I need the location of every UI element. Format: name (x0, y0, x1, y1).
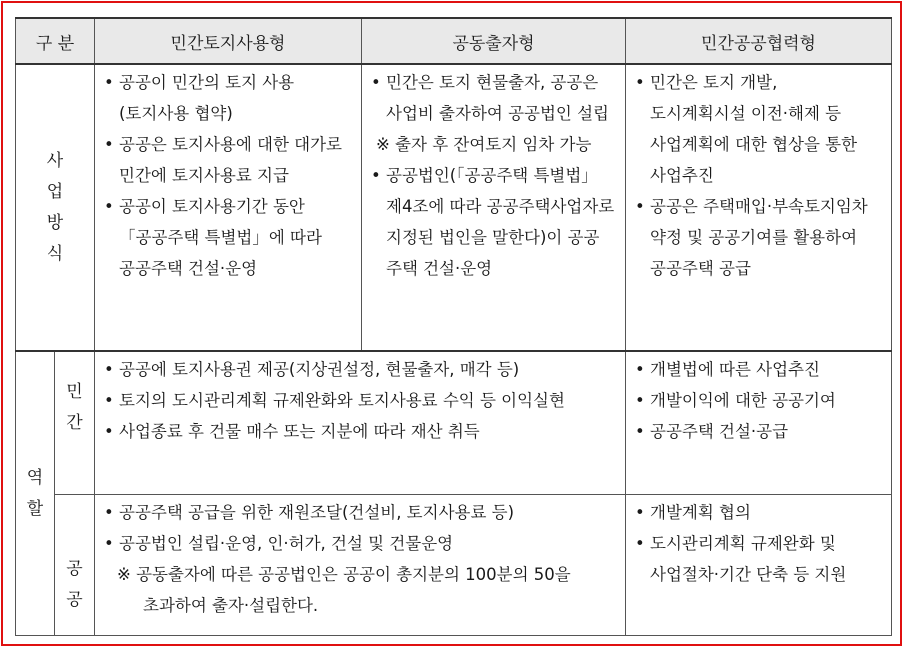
list-item: 주택 건설·운영 (386, 259, 493, 278)
list-item: • 공공은 토지사용에 대한 대가로 (104, 135, 342, 154)
list-item: 약정 및 공공기여를 활용하여 (650, 228, 858, 247)
list-item: 「공공주택 특별법」에 따라 (119, 228, 322, 247)
public-role-col12 (95, 495, 626, 636)
role-public-row (16, 495, 892, 636)
list-item: • 개발이익에 대한 공공기여 (635, 391, 836, 410)
list-item: • 공공은 주택매입·부속토지임차 (635, 197, 868, 216)
list-item: • 공공이 민간의 토지 사용 (104, 73, 295, 92)
public-role-col3 (626, 495, 892, 636)
public-role-note-cont: 초과하여 출자·설립한다. (143, 596, 319, 615)
list-item: • 공공주택 건설·공급 (635, 422, 789, 441)
list-item: 사업계획에 대한 협상을 통한 (650, 135, 858, 154)
business-method-col1 (95, 64, 362, 351)
list-item: 공공주택 공급 (650, 259, 751, 278)
list-item: • 개발계획 협의 (635, 503, 751, 522)
list-item: 지정된 법인을 말한다)이 공공 (386, 228, 600, 247)
public-role-note: ※ 공동출자에 따른 공공법인은 공공이 총지분의 100분의 50을 (117, 565, 571, 584)
list-item: • 공공법인 설립·운영, 인·허가, 건설 및 건물운영 (104, 534, 454, 553)
list-item: 사업절차·기간 단축 등 지원 (650, 565, 847, 584)
list-item: • 민간은 토지 개발, (635, 73, 778, 92)
list-item: • 도시관리계획 규제완화 및 (635, 534, 836, 553)
list-item: • 공공에 토지사용권 제공(지상권설정, 현물출자, 매각 등) (104, 360, 520, 379)
header-col3: 민간공공협력형 (626, 18, 892, 64)
private-role-col12 (95, 351, 626, 495)
list-item: (토지사용 협약) (119, 104, 233, 123)
business-method-col3 (626, 64, 892, 351)
list-item: 공공주택 건설·운영 (119, 259, 258, 278)
list-item: • 공공이 토지사용기간 동안 (104, 197, 305, 216)
role-private-row (16, 351, 892, 495)
role-label: 역 할 (16, 351, 55, 636)
header-row (16, 18, 892, 64)
list-item: 제4조에 따라 공공주택사업자로 (386, 197, 615, 216)
list-item: • 공공주택 공급을 위한 재원조달(건설비, 토지사용료 등) (104, 503, 515, 522)
business-method-label: 사 업 방 식 (16, 64, 95, 351)
list-item: • 사업종료 후 건물 매수 또는 지분에 따라 재산 취득 (104, 422, 480, 441)
list-item: ※ 출자 후 잔여토지 임차 가능 (376, 135, 592, 154)
public-label: 공 공 (55, 495, 95, 636)
private-role-col3 (626, 351, 892, 495)
list-item: • 개별법에 따른 사업추진 (635, 360, 820, 379)
header-col1: 민간토지사용형 (95, 18, 362, 64)
business-method-col2 (362, 64, 626, 351)
list-item: • 민간은 토지 현물출자, 공공은 (371, 73, 599, 92)
list-item: 사업추진 (650, 166, 714, 185)
header-col2: 공동출자형 (362, 18, 626, 64)
header-category: 구 분 (16, 18, 95, 64)
private-label: 민 간 (55, 351, 95, 495)
comparison-table (15, 17, 892, 636)
list-item: 도시계획시설 이전·해제 등 (650, 104, 842, 123)
business-method-row (16, 64, 892, 351)
list-item: • 공공법인(「공공주택 특별법」 (371, 166, 598, 185)
list-item: 민간에 토지사용료 지급 (119, 166, 289, 185)
list-item: 사업비 출자하여 공공법인 설립 (386, 104, 609, 123)
list-item: • 토지의 도시관리계획 규제완화와 토지사용료 수익 등 이익실현 (104, 391, 565, 410)
